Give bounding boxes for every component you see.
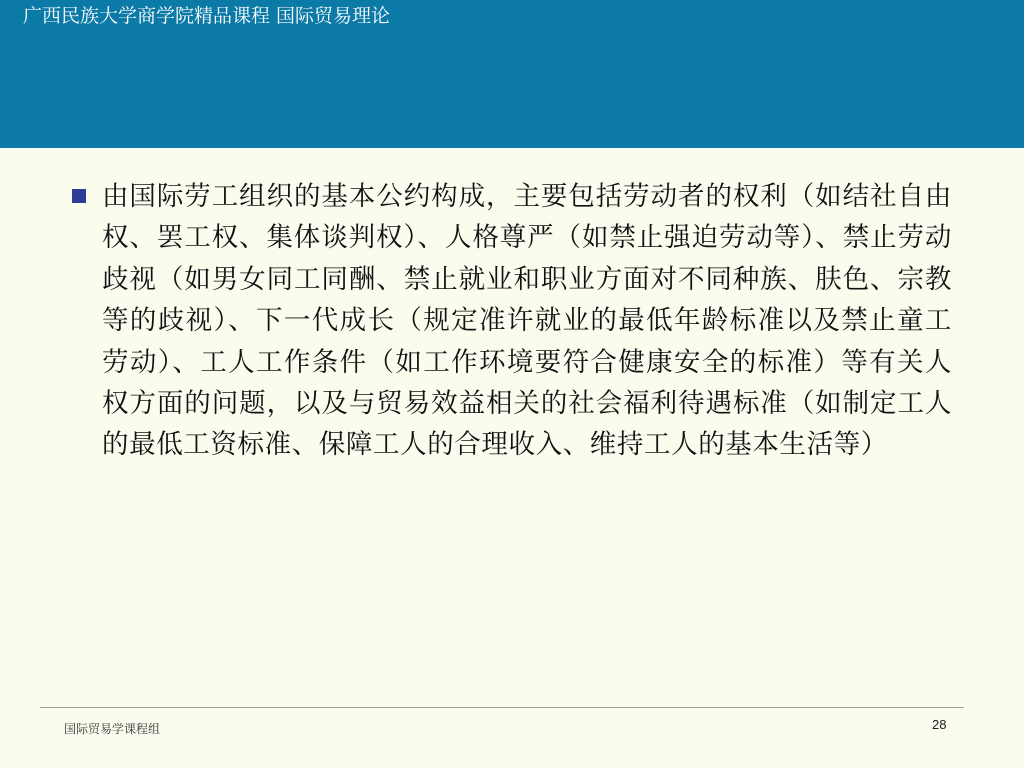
square-bullet-icon (72, 189, 86, 203)
bullet-paragraph: 由国际劳工组织的基本公约构成，主要包括劳动者的权利（如结社自由权、罢工权、集体谈判权）、人格尊严（如禁止强迫劳动等）、禁止劳动歧视（如男女同工同酬、禁止就业和职业方面对不同种族、肤色、宗教等的歧视）、下一代成长（规定准许就业的最低年龄标准以及禁止童工劳动）、工人工作条件（如工作环境要符合健康安全的标准）等有关人权方面的问题，以及与贸易效益相关的社会福利待遇标准（如制定工人的最低工资标准、保障工人的合理收入、维持工人的基本生活等） (102, 181, 952, 461)
footer-course-group: 国际贸易学课程组 (64, 722, 161, 736)
header-bar (0, 0, 1024, 148)
slide-content (72, 176, 952, 466)
page-number: 28 (932, 717, 947, 732)
footer-divider (40, 707, 964, 708)
slide-header-title: 广西民族大学商学院精品课程 国际贸易理论 (23, 5, 391, 27)
